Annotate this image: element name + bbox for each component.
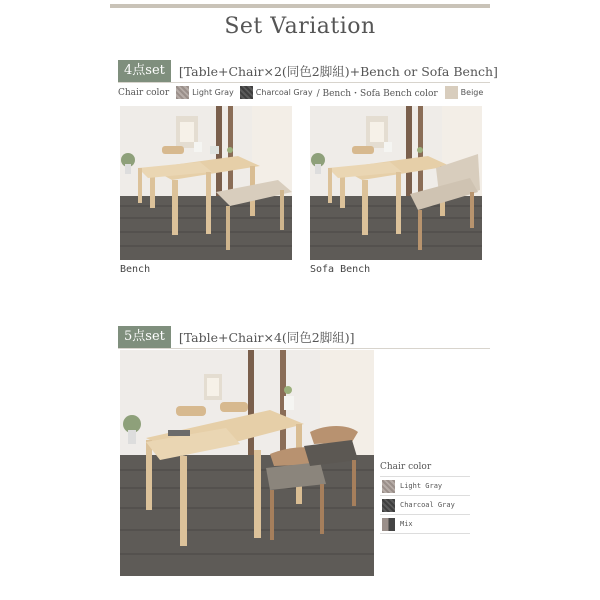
set4-label: 4点set (118, 60, 171, 82)
light-gray-label: Light Gray (192, 88, 234, 97)
bench-caption: Bench (120, 264, 151, 275)
divider-line (118, 348, 490, 349)
beige-label: Beige (460, 88, 484, 97)
set5-label: 5点set (118, 326, 171, 348)
page-title: Set Variation (224, 14, 376, 39)
sofa-bench-set-photo (310, 106, 482, 260)
set5-chair-color-legend (380, 462, 470, 534)
charcoal-gray-swatch (382, 499, 395, 512)
bench-color-label: / Bench・Sofa Bench color (316, 89, 438, 99)
mix-swatch (382, 518, 395, 531)
sofa-bench-caption: Sofa Bench (310, 264, 371, 275)
beige-swatch (445, 86, 458, 99)
light-gray-swatch (176, 86, 189, 99)
legend-label: Charcoal Gray (400, 501, 455, 509)
light-gray-swatch (382, 480, 395, 493)
charcoal-gray-swatch (240, 86, 253, 99)
bench-set-photo (120, 106, 292, 260)
legend-label: Mix (400, 520, 413, 528)
legend-label: Light Gray (400, 482, 443, 490)
set4-header (118, 60, 498, 82)
set5-header (118, 326, 355, 348)
set5-photo (120, 350, 374, 576)
set4-description: [Table+Chair×2(同色2脚組)+Bench or Sofa Bench] (178, 64, 498, 79)
charcoal-gray-label: Charcoal Gray (255, 88, 313, 97)
legend-item-light-gray (380, 476, 470, 495)
divider-line (118, 82, 490, 83)
legend-title: Chair color (380, 462, 432, 472)
legend-item-mix (380, 514, 470, 534)
legend-item-charcoal-gray (380, 495, 470, 514)
set4-color-row (118, 86, 483, 99)
top-decorative-bar (110, 4, 490, 8)
chair-color-label: Chair color (118, 87, 170, 98)
set5-description: [Table+Chair×4(同色2脚組)] (178, 330, 355, 345)
